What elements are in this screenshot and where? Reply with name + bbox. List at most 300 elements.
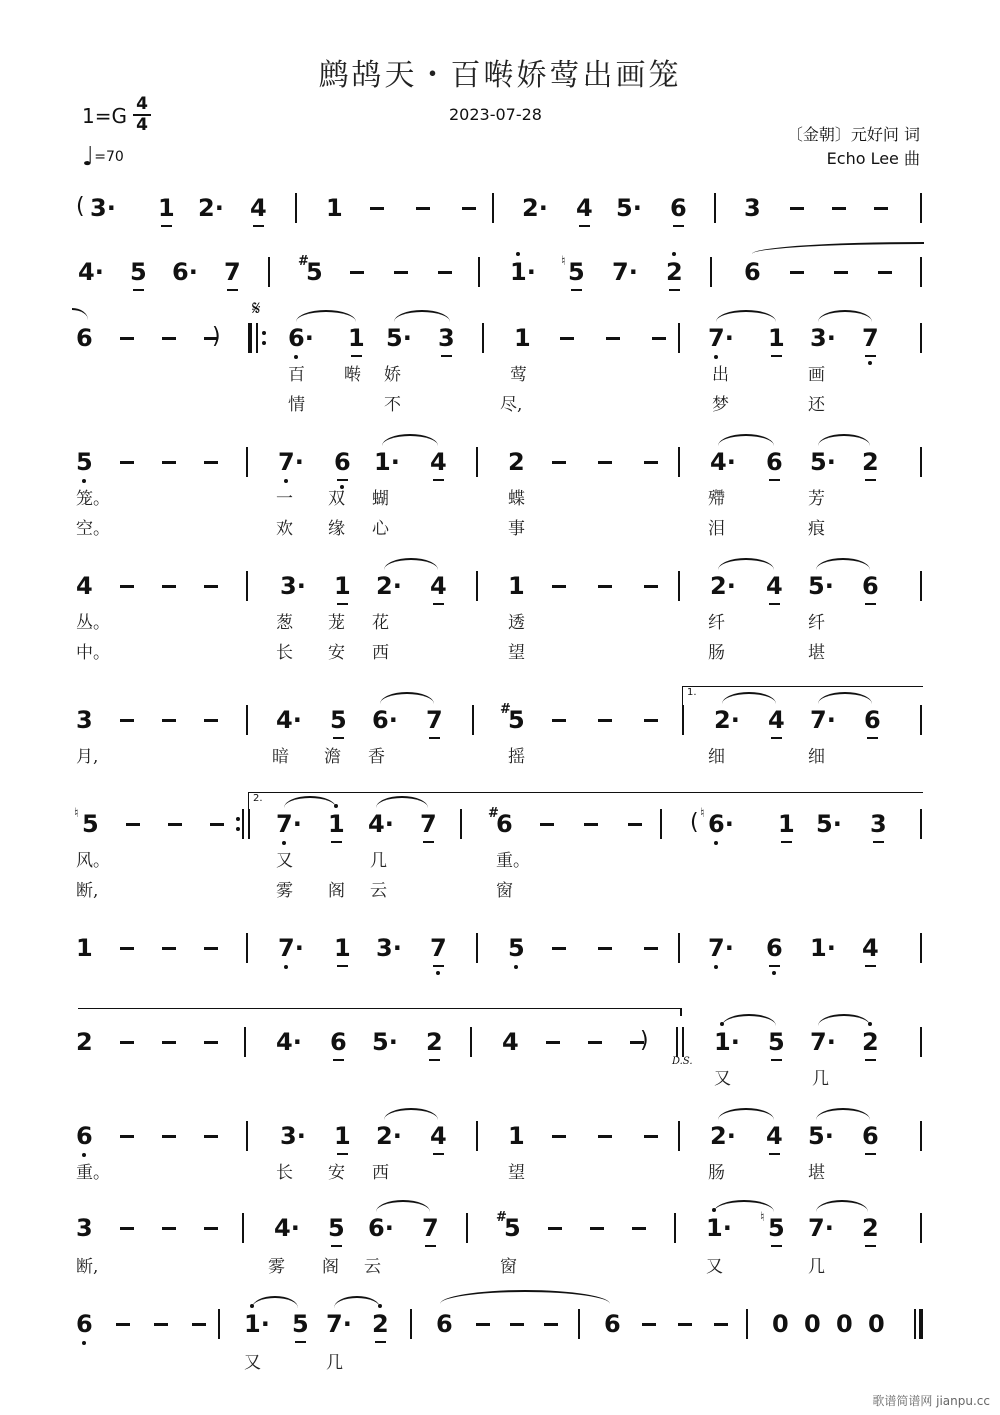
barline — [248, 809, 250, 839]
note: 3· — [280, 572, 306, 600]
lyric: 透 — [508, 613, 525, 633]
lyric: 又 — [244, 1353, 261, 1373]
note: 5 — [508, 936, 525, 960]
lyric: 芳 — [808, 489, 825, 509]
lyric: 又 — [706, 1257, 723, 1277]
lyric: 安 — [328, 1163, 345, 1183]
dash-rest — [832, 207, 846, 210]
note: 3· — [280, 1122, 306, 1150]
tie — [440, 1290, 610, 1304]
sharp-sign: # — [500, 702, 511, 717]
note: 2 — [862, 1216, 879, 1240]
barline — [476, 447, 478, 477]
dash-rest — [644, 585, 658, 588]
lyric: 西 — [372, 1163, 389, 1183]
dash-rest — [162, 719, 176, 722]
lyric: 梦 — [712, 395, 729, 415]
dash-rest — [204, 585, 218, 588]
underline — [865, 355, 876, 357]
underline — [433, 1153, 444, 1155]
lyric: 又 — [714, 1069, 731, 1089]
note: 4 — [576, 196, 593, 220]
dash-rest — [584, 823, 598, 826]
note: 6 — [862, 1124, 879, 1148]
note: 1· — [714, 1030, 740, 1054]
barline — [678, 323, 680, 353]
barline — [460, 809, 462, 839]
lyric: 笼。 — [76, 489, 110, 509]
low-octave-dot — [714, 355, 718, 359]
underline — [769, 1153, 780, 1155]
note: 7· — [810, 706, 836, 734]
note: 7 — [224, 260, 241, 284]
dash-rest — [162, 461, 176, 464]
barline — [476, 1121, 478, 1151]
slur — [78, 1008, 680, 1010]
note: 4· — [710, 448, 736, 476]
note: 6· — [172, 258, 198, 286]
barline — [920, 809, 922, 839]
note: 6 — [76, 1124, 93, 1148]
dash-rest — [790, 271, 804, 274]
volta-1 — [682, 686, 923, 705]
note: 4 — [250, 196, 267, 220]
note: 7· — [278, 450, 304, 474]
barline — [920, 1027, 922, 1057]
note: 4· — [368, 810, 394, 838]
note: 4 — [768, 708, 785, 732]
underline — [669, 289, 680, 291]
lyric: 蝴 — [372, 489, 389, 509]
underline — [769, 479, 780, 481]
parenthesis: ( — [690, 810, 699, 835]
underline — [865, 1153, 876, 1155]
note: 5· — [810, 448, 836, 476]
volta-2 — [248, 792, 923, 811]
note: 2· — [376, 572, 402, 600]
barline — [678, 447, 680, 477]
underline — [579, 225, 590, 227]
dash-rest — [598, 719, 612, 722]
dash-rest — [552, 585, 566, 588]
dash-rest — [120, 585, 134, 588]
low-octave-dot — [82, 1153, 86, 1157]
dash-rest — [642, 1323, 656, 1326]
lyric: 双 — [328, 489, 345, 509]
tempo-mark — [82, 142, 124, 172]
low-octave-dot — [282, 841, 286, 845]
note: 5 — [504, 1214, 521, 1242]
dash-rest — [644, 947, 658, 950]
barline — [710, 257, 712, 287]
dash-rest — [154, 1323, 168, 1326]
lyric: 纤 — [708, 613, 725, 633]
barline — [476, 933, 478, 963]
barline — [920, 1213, 922, 1243]
repeat-dot — [262, 341, 266, 345]
note: 1 — [508, 572, 525, 600]
dash-rest — [644, 1135, 658, 1138]
volta-label: 1. — [687, 687, 697, 698]
barline — [682, 1027, 684, 1057]
note: 6 — [76, 1312, 93, 1336]
underline — [331, 1245, 342, 1247]
time-top: 4 — [136, 94, 148, 114]
song-title: 鹧鸪天・百啭娇莺出画笼 — [318, 58, 682, 93]
slur — [718, 558, 774, 570]
sharp-sign: # — [298, 254, 309, 269]
dash-rest — [598, 947, 612, 950]
note: 2· — [714, 706, 740, 734]
note: 4 — [502, 1028, 519, 1056]
underline — [423, 841, 434, 843]
high-octave-dot — [672, 252, 676, 256]
note: 1 — [768, 326, 785, 350]
note: 6 — [766, 450, 783, 474]
barline — [920, 1121, 922, 1151]
lyric: 肠 — [708, 643, 725, 663]
dash-rest — [162, 947, 176, 950]
barline — [578, 1309, 580, 1339]
lyric: 茏 — [328, 613, 345, 633]
note: 3 — [870, 812, 887, 836]
lyric: 堪 — [808, 1163, 825, 1183]
low-octave-dot — [714, 841, 718, 845]
underline — [333, 737, 344, 739]
parenthesis: ) — [212, 324, 221, 349]
lyric: 雾 — [268, 1257, 285, 1277]
note: 1 — [326, 194, 343, 222]
barline — [246, 705, 248, 735]
note: 2· — [710, 572, 736, 600]
underline — [425, 1245, 436, 1247]
dash-rest — [874, 207, 888, 210]
barline — [914, 1309, 916, 1339]
note: 5· — [386, 324, 412, 352]
underline — [865, 1245, 876, 1247]
lyric: 阁 — [322, 1257, 339, 1277]
dash-rest — [162, 337, 176, 340]
dash-rest — [632, 1227, 646, 1230]
lyric: 望 — [508, 643, 525, 663]
note: 5 — [76, 450, 93, 474]
lyric: 雾 — [276, 881, 293, 901]
barline — [920, 193, 922, 223]
natural-sign: ♮ — [700, 806, 705, 821]
lyric: 尽, — [500, 395, 523, 415]
underline — [227, 289, 238, 291]
note: 0 — [772, 1310, 789, 1338]
low-octave-dot — [772, 971, 776, 975]
note: 2· — [522, 194, 548, 222]
note: 2· — [198, 194, 224, 222]
slur — [818, 310, 872, 322]
note: 4 — [430, 450, 447, 474]
slur — [376, 1200, 430, 1212]
lyric: 丛。 — [76, 613, 110, 633]
dash-rest — [204, 461, 218, 464]
underline — [433, 479, 444, 481]
barline — [242, 809, 244, 839]
slur — [816, 1108, 870, 1120]
segno-sign: 𝄋 — [252, 296, 261, 320]
slur-end — [680, 1008, 682, 1016]
note: 1· — [810, 934, 836, 962]
note: 6· — [708, 812, 734, 836]
dash-rest — [598, 461, 612, 464]
underline — [771, 1245, 782, 1247]
lyric: 泪 — [708, 519, 725, 539]
underline — [771, 355, 782, 357]
note: 4· — [274, 1214, 300, 1242]
lyric: 画 — [808, 365, 825, 385]
barline — [920, 257, 922, 287]
slur — [818, 1014, 870, 1026]
note: 6 — [604, 1310, 621, 1338]
underline — [867, 737, 878, 739]
slur — [816, 1200, 868, 1212]
lyric: 几 — [808, 1257, 825, 1277]
slur — [752, 242, 924, 254]
underline — [133, 289, 144, 291]
barline — [246, 1121, 248, 1151]
underline — [161, 225, 172, 227]
repeat-dot — [262, 331, 266, 335]
note: 5 — [292, 1312, 309, 1336]
dash-rest — [438, 271, 452, 274]
underline — [873, 841, 884, 843]
note: 7 — [862, 326, 879, 350]
lyric: 澹 — [324, 747, 341, 767]
underline — [337, 1153, 348, 1155]
note: 2 — [76, 1028, 93, 1056]
note: 6· — [368, 1214, 394, 1242]
barline — [920, 705, 922, 735]
note: 1 — [778, 812, 795, 836]
dash-rest — [204, 947, 218, 950]
dash-rest — [598, 1135, 612, 1138]
lyric: 细 — [808, 747, 825, 767]
barline — [920, 447, 922, 477]
note: 1 — [328, 812, 345, 836]
watermark: 歌谱简谱网 jianpu.cc — [872, 1394, 990, 1408]
lyric: 月, — [76, 747, 99, 767]
dash-rest — [590, 1227, 604, 1230]
barline — [478, 257, 480, 287]
dash-rest — [598, 585, 612, 588]
dash-rest — [644, 461, 658, 464]
dash-rest — [790, 207, 804, 210]
lyric: 云 — [364, 1257, 381, 1277]
dash-rest — [552, 947, 566, 950]
sharp-sign: # — [488, 806, 499, 821]
slur — [718, 1108, 774, 1120]
slur — [382, 434, 438, 446]
lyric: 心 — [372, 519, 389, 539]
note: 4 — [430, 574, 447, 598]
underline — [433, 965, 444, 967]
note: 5 — [82, 810, 99, 838]
barline — [676, 1027, 678, 1057]
underline — [331, 841, 342, 843]
underline — [865, 603, 876, 605]
barline — [470, 1027, 472, 1057]
barline — [678, 933, 680, 963]
lyric: 暗 — [272, 747, 289, 767]
lyric: 出 — [712, 365, 729, 385]
lyric: 葱 — [276, 613, 293, 633]
dash-rest — [476, 1323, 490, 1326]
note: 3 — [76, 706, 93, 734]
note: 3· — [90, 194, 116, 222]
note: 1 — [508, 1122, 525, 1150]
note: 6 — [76, 324, 93, 352]
lyric: 堪 — [808, 643, 825, 663]
underline — [375, 1341, 386, 1343]
underline — [337, 479, 348, 481]
dash-rest — [162, 1135, 176, 1138]
note: 3 — [438, 326, 455, 350]
note: 6· — [288, 326, 314, 350]
dash-rest — [204, 719, 218, 722]
barline — [246, 447, 248, 477]
note: 5 — [508, 706, 525, 734]
lyric: 香 — [368, 747, 385, 767]
note: 5· — [808, 572, 834, 600]
barline — [246, 571, 248, 601]
underline — [865, 479, 876, 481]
note: 3· — [810, 324, 836, 352]
lyricist-credit: 〔金朝〕元好问 词 — [786, 125, 920, 144]
dash-rest — [552, 461, 566, 464]
lyric: 望 — [508, 1163, 525, 1183]
natural-sign: ♮ — [561, 254, 566, 269]
note: 4 — [766, 574, 783, 598]
lyric: 莺 — [510, 365, 527, 385]
lyric: 痕 — [808, 519, 825, 539]
slur — [380, 692, 434, 704]
lyric: 殢 — [708, 489, 725, 509]
note: 2 — [862, 450, 879, 474]
slur — [296, 310, 356, 322]
barline — [472, 705, 474, 735]
note: 3 — [744, 194, 761, 222]
underline — [337, 603, 348, 605]
dash-rest — [162, 585, 176, 588]
note: 1 — [76, 934, 93, 962]
dash-rest — [120, 719, 134, 722]
note: 2 — [666, 260, 683, 284]
natural-sign: ♮ — [760, 1210, 765, 1225]
note: 6 — [744, 258, 761, 286]
barline — [246, 933, 248, 963]
dash-rest — [588, 1041, 602, 1044]
lyric: 啭 — [344, 365, 361, 385]
lyric: 蝶 — [508, 489, 525, 509]
note: 5 — [768, 1030, 785, 1054]
note: 4 — [766, 1124, 783, 1148]
barline — [295, 193, 297, 223]
low-octave-dot — [82, 479, 86, 483]
note: 0 — [836, 1310, 853, 1338]
slur — [716, 310, 776, 322]
lyric: 长 — [276, 1163, 293, 1183]
note: 2 — [862, 1030, 879, 1054]
barline — [492, 193, 494, 223]
lyric: 又 — [276, 851, 293, 871]
lyric: 百 — [288, 365, 305, 385]
lyric: 欢 — [276, 519, 293, 539]
note: 7 — [430, 936, 447, 960]
note: 6 — [862, 574, 879, 598]
note: 5 — [768, 1216, 785, 1240]
slur — [384, 1108, 438, 1120]
dash-rest — [126, 823, 140, 826]
dash-rest — [606, 337, 620, 340]
dash-rest — [204, 1041, 218, 1044]
note: 6 — [330, 1030, 347, 1054]
lyric: 断, — [76, 881, 99, 901]
lyric: 还 — [808, 395, 825, 415]
dash-rest — [416, 207, 430, 210]
barline — [920, 323, 922, 353]
note: 2· — [710, 1122, 736, 1150]
natural-sign: ♮ — [74, 806, 79, 821]
key-signature: 1=G — [82, 104, 127, 128]
dash-rest — [120, 947, 134, 950]
underline — [337, 965, 348, 967]
note: 1 — [348, 326, 365, 350]
underline — [781, 841, 792, 843]
barline — [244, 1027, 246, 1057]
low-octave-dot — [294, 355, 298, 359]
low-octave-dot — [82, 1341, 86, 1345]
dash-rest — [168, 823, 182, 826]
dash-rest — [552, 1135, 566, 1138]
note: 1 — [334, 574, 351, 598]
tempo-value: =70 — [94, 149, 124, 165]
note: 1· — [706, 1216, 732, 1240]
lyric: 细 — [708, 747, 725, 767]
dash-rest — [678, 1323, 692, 1326]
dash-rest — [628, 823, 642, 826]
lyric: 风。 — [76, 851, 110, 871]
dash-rest — [394, 271, 408, 274]
dash-rest — [116, 1323, 130, 1326]
low-octave-dot — [514, 965, 518, 969]
note: 4 — [76, 572, 93, 600]
note: 5 — [306, 258, 323, 286]
barline — [678, 571, 680, 601]
note: 0 — [868, 1310, 885, 1338]
note: 7· — [276, 812, 302, 836]
note: 5 — [330, 708, 347, 732]
slur — [384, 558, 438, 570]
note: 6 — [864, 708, 881, 732]
dash-rest — [544, 1323, 558, 1326]
barline — [466, 1213, 468, 1243]
note: 4 — [430, 1124, 447, 1148]
barline — [746, 1309, 748, 1339]
dash-rest — [370, 207, 384, 210]
note: 6 — [334, 450, 351, 474]
dash-rest — [162, 1041, 176, 1044]
lyric: 摇 — [508, 747, 525, 767]
lyric: 肠 — [708, 1163, 725, 1183]
underline — [333, 1059, 344, 1061]
note: 4· — [276, 706, 302, 734]
dash-rest — [192, 1323, 206, 1326]
